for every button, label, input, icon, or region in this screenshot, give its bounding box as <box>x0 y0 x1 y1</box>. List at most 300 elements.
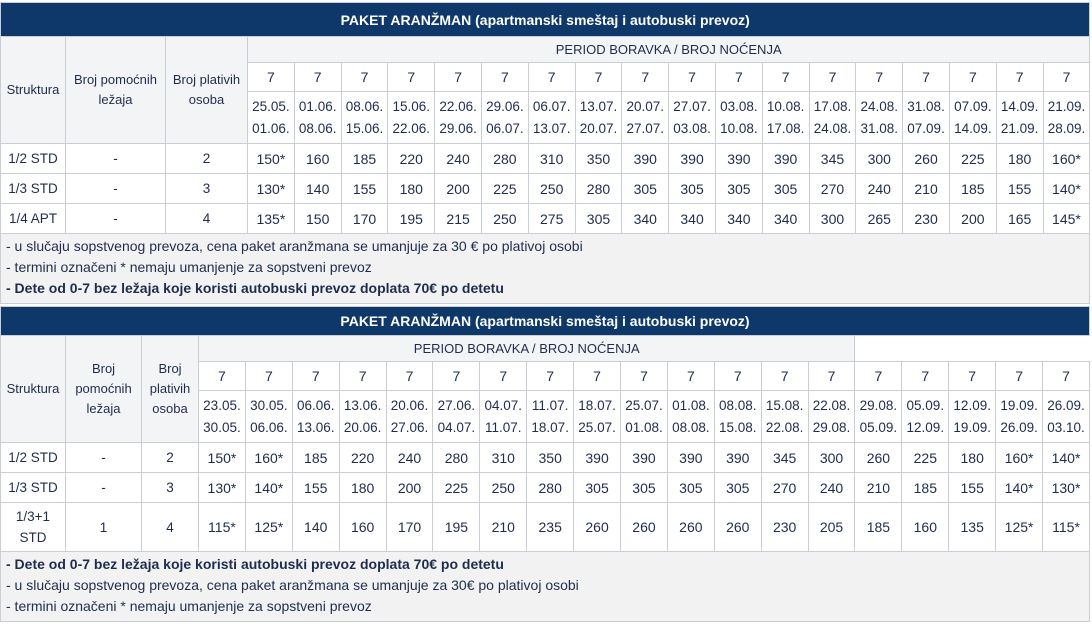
date-from: 06.07. <box>532 98 571 114</box>
nights-cell: 7 <box>669 63 716 92</box>
date-to: 14.09. <box>954 120 992 136</box>
blank-cell <box>855 336 1090 362</box>
price-cell: 270 <box>809 174 856 204</box>
date-to: 05.09. <box>859 419 898 435</box>
price-cell: 275 <box>528 204 575 234</box>
date-from: 08.06. <box>345 98 384 114</box>
date-to: 15.06. <box>345 120 384 136</box>
price-cell: 185 <box>855 503 902 552</box>
date-from: 20.07. <box>626 98 665 114</box>
nights-cell: 7 <box>808 362 855 391</box>
price-cell: 130* <box>199 473 246 503</box>
nights-cell: 7 <box>856 63 903 92</box>
price-cell: 305 <box>621 473 668 503</box>
date-from: 27.07. <box>673 98 711 114</box>
price-cell: 390 <box>622 144 669 174</box>
date-from: 15.08. <box>765 397 804 413</box>
row-pomocni: - <box>66 204 166 234</box>
date-to: 29.06. <box>439 120 477 136</box>
nights-cell: 7 <box>809 63 856 92</box>
price-cell: 150 <box>294 204 341 234</box>
date-range-cell <box>856 92 903 144</box>
price-cell: 195 <box>433 503 480 552</box>
price-cell: 305 <box>714 473 761 503</box>
price-cell: 240 <box>856 174 903 204</box>
date-range-cell <box>528 92 575 144</box>
price-cell: 135* <box>248 204 295 234</box>
date-to: 08.06. <box>298 120 337 136</box>
price-cell: 390 <box>669 144 716 174</box>
row-struktura: 1/3 STD <box>1 473 66 503</box>
nights-cell: 7 <box>1043 362 1090 391</box>
date-from: 27.06. <box>437 397 476 413</box>
date-from: 30.05. <box>250 397 288 413</box>
date-range-cell <box>480 391 527 443</box>
date-to: 24.08. <box>813 120 852 136</box>
nights-cell: 7 <box>762 63 809 92</box>
date-to: 18.07. <box>531 419 569 435</box>
header-plativih-osoba: Broj plativih osoba <box>166 37 248 144</box>
price-cell: 155 <box>949 473 996 503</box>
notes <box>1 552 1090 622</box>
nights-cell: 7 <box>761 362 808 391</box>
date-to: 08.08. <box>672 419 710 435</box>
price-cell: 210 <box>903 174 950 204</box>
date-to: 30.05. <box>203 419 241 435</box>
price-table-2 <box>0 306 1090 622</box>
price-cell: 280 <box>433 443 480 473</box>
date-range-cell <box>341 92 388 144</box>
nights-cell: 7 <box>294 63 341 92</box>
nights-cell: 7 <box>949 362 996 391</box>
date-range-cell <box>715 92 762 144</box>
price-cell: 185 <box>949 174 996 204</box>
price-cell: 390 <box>715 144 762 174</box>
price-cell: 310 <box>528 144 575 174</box>
date-to: 25.07. <box>578 419 616 435</box>
nights-cell: 7 <box>902 362 949 391</box>
date-range-cell <box>949 391 996 443</box>
price-cell: 140* <box>1043 443 1090 473</box>
price-cell: 140 <box>294 174 341 204</box>
date-range-cell <box>1043 391 1090 443</box>
date-from: 21.09. <box>1047 98 1086 114</box>
nights-cell: 7 <box>433 362 480 391</box>
row-plativ: 2 <box>142 443 199 473</box>
nights-cell: 7 <box>622 63 669 92</box>
date-from: 03.08. <box>720 98 758 114</box>
nights-cell: 7 <box>435 63 482 92</box>
row-struktura: 1/3 STD <box>1 174 66 204</box>
date-to: 11.07. <box>485 419 522 435</box>
price-cell: 210 <box>855 473 902 503</box>
date-from: 29.08. <box>859 397 898 413</box>
table-row <box>1 503 1090 552</box>
price-cell: 390 <box>574 443 621 473</box>
price-cell: 140* <box>996 473 1043 503</box>
header-pomocni-lezaja: Broj pomoćnih ležaja <box>66 336 142 443</box>
date-range-cell <box>388 92 435 144</box>
date-range-cell <box>996 92 1043 144</box>
date-to: 13.06. <box>296 419 335 435</box>
price-table-1 <box>0 2 1090 304</box>
price-cell: 300 <box>809 204 856 234</box>
price-cell: 240 <box>808 473 855 503</box>
price-cell: 390 <box>714 443 761 473</box>
price-cell: 160 <box>339 503 386 552</box>
date-from: 13.07. <box>579 98 618 114</box>
date-range-cell <box>481 92 528 144</box>
header-plativih-osoba: Broj plativih osoba <box>142 336 199 443</box>
price-cell: 180 <box>949 443 996 473</box>
header-struktura: Struktura <box>1 37 66 144</box>
price-cell: 260 <box>574 503 621 552</box>
price-cell: 215 <box>435 204 482 234</box>
price-cell: 260 <box>714 503 761 552</box>
price-cell: 305 <box>622 174 669 204</box>
date-from: 01.08. <box>672 397 710 413</box>
date-from: 04.07. <box>484 397 523 413</box>
date-range-cell <box>199 391 246 443</box>
date-range-cell <box>294 92 341 144</box>
date-range-cell <box>527 391 574 443</box>
price-cell: 260 <box>903 144 950 174</box>
price-cell: 305 <box>574 473 621 503</box>
price-cell: 205 <box>808 503 855 552</box>
header-struktura: Struktura <box>1 336 66 443</box>
price-cell: 390 <box>667 443 714 473</box>
date-from: 25.05. <box>252 98 290 114</box>
price-cell: 305 <box>762 174 809 204</box>
date-range-cell <box>386 391 433 443</box>
date-from: 19.09. <box>1000 397 1038 413</box>
date-from: 17.08. <box>813 98 852 114</box>
date-range-cell <box>575 92 622 144</box>
nights-cell: 7 <box>388 63 435 92</box>
price-cell: 210 <box>480 503 527 552</box>
date-to: 20.07. <box>579 120 618 136</box>
price-cell: 170 <box>386 503 433 552</box>
date-range-cell <box>1043 92 1090 144</box>
price-cell: 350 <box>527 443 574 473</box>
nights-cell: 7 <box>386 362 433 391</box>
date-to: 21.09. <box>1000 120 1039 136</box>
price-cell: 180 <box>388 174 435 204</box>
date-to: 20.06. <box>343 419 382 435</box>
date-range-cell <box>902 391 949 443</box>
nights-cell: 7 <box>1043 63 1090 92</box>
price-cell: 125* <box>245 503 292 552</box>
date-to: 06.07. <box>486 120 524 136</box>
price-cell: 280 <box>481 144 528 174</box>
date-range-cell <box>761 391 808 443</box>
price-cell: 390 <box>762 144 809 174</box>
date-from: 10.08. <box>766 98 805 114</box>
note-line: - Dete od 0-7 bez ležaja koje koristi autobuski prevoz doplata 70€ po detetu <box>6 556 504 572</box>
note-line: - termini označeni * nemaju umanjenje za sopstveni prevoz <box>6 259 372 275</box>
price-cell: 140* <box>1043 174 1090 204</box>
date-range-cell <box>903 92 950 144</box>
date-range-cell <box>808 391 855 443</box>
nights-cell: 7 <box>715 63 762 92</box>
date-range-cell <box>433 391 480 443</box>
price-cell: 165 <box>996 204 1043 234</box>
price-cell: 225 <box>949 144 996 174</box>
price-cell: 130* <box>1043 473 1090 503</box>
header-period: PERIOD BORAVKA / BROJ NOĆENJA <box>199 336 855 362</box>
row-struktura: 1/4 APT <box>1 204 66 234</box>
price-cell: 125* <box>996 503 1043 552</box>
price-cell: 230 <box>903 204 950 234</box>
row-plativ: 4 <box>166 204 248 234</box>
date-range-cell <box>621 391 668 443</box>
table-row <box>1 144 1090 174</box>
price-cell: 145* <box>1043 204 1090 234</box>
date-from: 20.06. <box>390 397 429 413</box>
nights-cell: 7 <box>903 63 950 92</box>
price-cell: 195 <box>388 204 435 234</box>
nights-cell: 7 <box>292 362 339 391</box>
date-from: 06.06. <box>296 397 335 413</box>
price-cell: 155 <box>341 174 388 204</box>
nights-cell: 7 <box>341 63 388 92</box>
price-cell: 260 <box>667 503 714 552</box>
price-cell: 240 <box>386 443 433 473</box>
price-cell: 345 <box>809 144 856 174</box>
nights-cell: 7 <box>575 63 622 92</box>
date-to: 26.09. <box>1000 419 1038 435</box>
price-cell: 130* <box>248 174 295 204</box>
date-from: 13.06. <box>343 397 382 413</box>
date-range-cell <box>667 391 714 443</box>
nights-cell: 7 <box>528 63 575 92</box>
header-period: PERIOD BORAVKA / BROJ NOĆENJA <box>248 37 1090 63</box>
date-to: 01.06. <box>252 120 290 136</box>
nights-cell: 7 <box>339 362 386 391</box>
row-pomocni: 1 <box>66 503 142 552</box>
date-to: 15.08. <box>718 419 757 435</box>
date-range-cell <box>809 92 856 144</box>
price-cell: 220 <box>388 144 435 174</box>
price-cell: 260 <box>855 443 902 473</box>
date-to: 27.06. <box>390 419 429 435</box>
date-to: 22.06. <box>392 120 431 136</box>
nights-cell: 7 <box>527 362 574 391</box>
date-to: 10.08. <box>720 120 758 136</box>
date-to: 22.08. <box>765 419 804 435</box>
date-range-cell <box>669 92 716 144</box>
price-cell: 340 <box>762 204 809 234</box>
date-from: 08.08. <box>718 397 757 413</box>
date-to: 13.07. <box>532 120 571 136</box>
date-range-cell <box>622 92 669 144</box>
row-pomocni: - <box>66 144 166 174</box>
nights-cell: 7 <box>714 362 761 391</box>
price-cell: 150* <box>248 144 295 174</box>
date-to: 17.08. <box>766 120 805 136</box>
price-cell: 185 <box>902 473 949 503</box>
price-cell: 345 <box>761 443 808 473</box>
note-line: - u slučaju sopstvenog prevoza, cena paket aranžmana se umanjuje za 30 € po plativoj osobi <box>6 238 583 254</box>
price-cell: 180 <box>996 144 1043 174</box>
price-cell: 185 <box>341 144 388 174</box>
date-from: 23.05. <box>203 397 241 413</box>
row-plativ: 2 <box>166 144 248 174</box>
date-range-cell <box>435 92 482 144</box>
price-cell: 265 <box>856 204 903 234</box>
row-struktura: 1/3+1 STD <box>1 503 66 552</box>
price-cell: 240 <box>435 144 482 174</box>
nights-cell: 7 <box>481 63 528 92</box>
price-cell: 180 <box>339 473 386 503</box>
date-range-cell <box>248 92 295 144</box>
price-cell: 390 <box>621 443 668 473</box>
price-cell: 160* <box>996 443 1043 473</box>
date-range-cell <box>245 391 292 443</box>
nights-cell: 7 <box>996 362 1043 391</box>
price-cell: 160* <box>1043 144 1090 174</box>
price-cell: 220 <box>339 443 386 473</box>
row-struktura: 1/2 STD <box>1 443 66 473</box>
date-to: 29.08. <box>812 419 851 435</box>
table-row <box>1 443 1090 473</box>
price-cell: 225 <box>902 443 949 473</box>
price-cell: 340 <box>669 204 716 234</box>
date-to: 19.09. <box>953 419 991 435</box>
row-plativ: 3 <box>142 473 199 503</box>
price-cell: 140* <box>245 473 292 503</box>
date-range-cell <box>949 92 996 144</box>
date-to: 03.10. <box>1047 419 1085 435</box>
date-to: 28.09. <box>1047 120 1086 136</box>
date-to: 12.09. <box>906 419 945 435</box>
date-range-cell <box>339 391 386 443</box>
price-cell: 135 <box>949 503 996 552</box>
date-range-cell <box>996 391 1043 443</box>
price-cell: 155 <box>292 473 339 503</box>
price-cell: 225 <box>433 473 480 503</box>
date-to: 01.08. <box>625 419 663 435</box>
price-cell: 200 <box>949 204 996 234</box>
note-line: - u slučaju sopstvenog prevoza, cena paket aranžmana se umanjuje za 30€ po plativoj osobi <box>6 577 579 593</box>
date-from: 15.06. <box>392 98 431 114</box>
table-title: PAKET ARANŽMAN (apartmanski smeštaj i autobuski prevoz) <box>1 307 1090 336</box>
nights-cell: 7 <box>199 362 246 391</box>
date-from: 12.09. <box>953 397 991 413</box>
price-cell: 350 <box>575 144 622 174</box>
row-pomocni: - <box>66 443 142 473</box>
date-to: 06.06. <box>250 419 288 435</box>
date-to: 03.08. <box>673 120 711 136</box>
price-cell: 200 <box>386 473 433 503</box>
nights-cell: 7 <box>248 63 295 92</box>
price-cell: 235 <box>527 503 574 552</box>
row-plativ: 3 <box>166 174 248 204</box>
date-range-cell <box>292 391 339 443</box>
date-from: 29.06. <box>486 98 524 114</box>
nights-cell: 7 <box>480 362 527 391</box>
price-cell: 170 <box>341 204 388 234</box>
notes <box>1 234 1090 304</box>
nights-cell: 7 <box>949 63 996 92</box>
price-cell: 305 <box>575 204 622 234</box>
price-cell: 305 <box>669 174 716 204</box>
price-cell: 160* <box>245 443 292 473</box>
date-from: 14.09. <box>1000 98 1039 114</box>
price-cell: 115* <box>199 503 246 552</box>
row-pomocni: - <box>66 473 142 503</box>
date-range-cell <box>714 391 761 443</box>
date-to: 27.07. <box>626 120 665 136</box>
price-cell: 150* <box>199 443 246 473</box>
price-cell: 260 <box>621 503 668 552</box>
nights-cell: 7 <box>574 362 621 391</box>
price-cell: 300 <box>808 443 855 473</box>
price-cell: 200 <box>435 174 482 204</box>
date-from: 11.07. <box>531 397 569 413</box>
date-to: 07.09. <box>907 120 945 136</box>
price-cell: 225 <box>481 174 528 204</box>
date-from: 26.09. <box>1047 397 1085 413</box>
row-plativ: 4 <box>142 503 199 552</box>
price-cell: 115* <box>1043 503 1090 552</box>
date-from: 24.08. <box>860 98 899 114</box>
table-row <box>1 473 1090 503</box>
date-from: 05.09. <box>906 397 945 413</box>
price-cell: 280 <box>527 473 574 503</box>
date-range-cell <box>574 391 621 443</box>
price-cell: 230 <box>761 503 808 552</box>
date-to: 31.08. <box>860 120 899 136</box>
header-pomocni-lezaja: Broj pomoćnih ležaja <box>66 37 166 144</box>
table-title: PAKET ARANŽMAN (apartmanski smeštaj i autobuski prevoz) <box>1 3 1090 37</box>
date-range-cell <box>762 92 809 144</box>
nights-cell: 7 <box>621 362 668 391</box>
table-row <box>1 174 1090 204</box>
nights-cell: 7 <box>996 63 1043 92</box>
price-cell: 340 <box>715 204 762 234</box>
date-from: 07.09. <box>954 98 992 114</box>
nights-cell: 7 <box>855 362 902 391</box>
date-from: 22.08. <box>812 397 851 413</box>
price-cell: 340 <box>622 204 669 234</box>
price-cell: 305 <box>667 473 714 503</box>
price-cell: 160 <box>294 144 341 174</box>
row-struktura: 1/2 STD <box>1 144 66 174</box>
price-cell: 155 <box>996 174 1043 204</box>
price-cell: 310 <box>480 443 527 473</box>
date-to: 04.07. <box>437 419 476 435</box>
note-line: - Dete od 0-7 bez ležaja koje koristi autobuski prevoz doplata 70€ po detetu <box>6 280 504 296</box>
row-pomocni: - <box>66 174 166 204</box>
date-from: 18.07. <box>578 397 616 413</box>
price-cell: 300 <box>856 144 903 174</box>
table-row <box>1 204 1090 234</box>
price-cell: 250 <box>528 174 575 204</box>
price-cell: 185 <box>292 443 339 473</box>
date-from: 25.07. <box>625 397 663 413</box>
date-from: 31.08. <box>907 98 945 114</box>
price-cell: 250 <box>480 473 527 503</box>
nights-cell: 7 <box>245 362 292 391</box>
price-cell: 280 <box>575 174 622 204</box>
price-cell: 140 <box>292 503 339 552</box>
date-from: 22.06. <box>439 98 477 114</box>
price-cell: 270 <box>761 473 808 503</box>
price-cell: 305 <box>715 174 762 204</box>
date-range-cell <box>855 391 902 443</box>
price-cell: 250 <box>481 204 528 234</box>
